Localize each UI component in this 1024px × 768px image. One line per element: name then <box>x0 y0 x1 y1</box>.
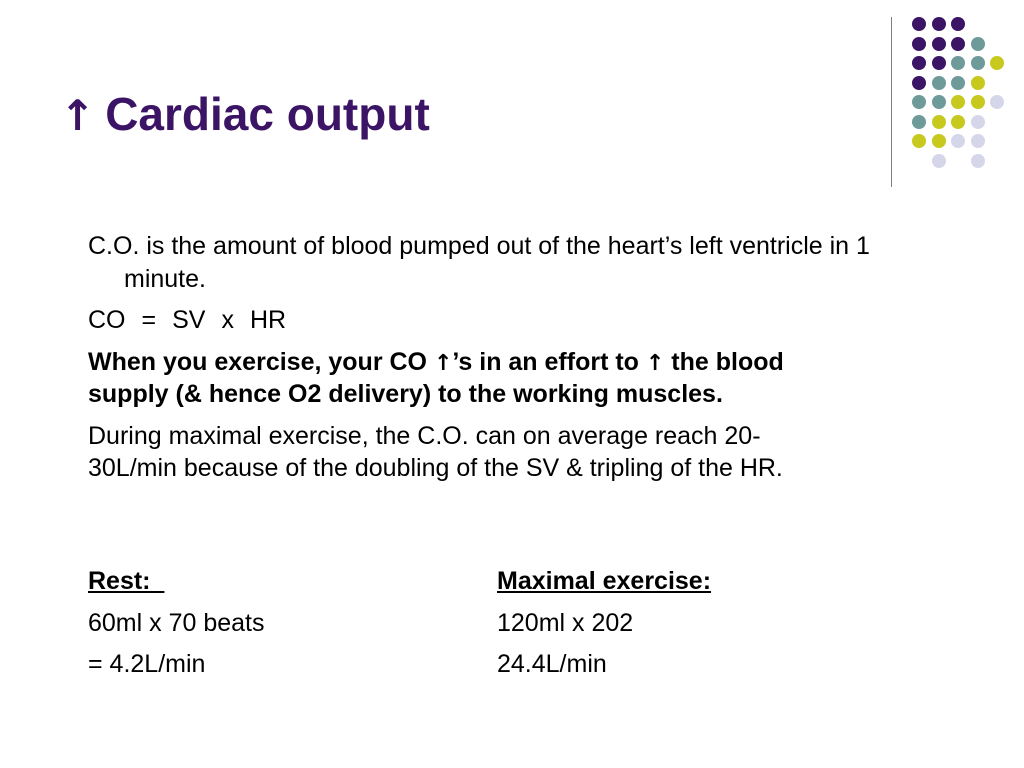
equation-co: CO <box>88 306 126 334</box>
decorative-dot <box>912 76 926 90</box>
decorative-dot <box>971 95 985 109</box>
maximal-column <box>497 565 711 690</box>
exercise-text-part1: When you exercise, your CO <box>88 347 434 376</box>
up-arrow-icon: ↑ <box>433 350 453 376</box>
decorative-dot <box>932 154 946 168</box>
decorative-dot <box>912 56 926 70</box>
decorative-dot <box>932 56 946 70</box>
decorative-dot <box>990 56 1004 70</box>
maximal-text-line1: During maximal exercise, the C.O. can on average reach 20- <box>88 421 761 450</box>
rest-result: = 4.2L/min <box>88 650 206 678</box>
equation-times: x <box>221 306 234 334</box>
exercise-text-part2: ’s in an effort to <box>452 347 646 376</box>
maximal-calculation: 120ml x 202 <box>497 608 634 637</box>
decorative-dot <box>932 37 946 51</box>
decorative-dot <box>951 56 965 70</box>
slide-body <box>88 230 948 494</box>
decorative-dot <box>912 115 926 129</box>
decorative-dot <box>951 134 965 148</box>
decorative-dot <box>912 37 926 51</box>
decorative-dot <box>932 76 946 90</box>
decorative-dot <box>912 17 926 31</box>
equation-sv: SV <box>172 306 206 334</box>
decorative-dot <box>932 134 946 148</box>
equation-hr: HR <box>249 306 287 334</box>
decorative-dot <box>990 95 1004 109</box>
rest-column <box>88 565 265 690</box>
decorative-dot <box>971 76 985 90</box>
decorative-dot <box>912 134 926 148</box>
equation-equals: = <box>141 306 157 334</box>
rest-calculation: 60ml x 70 beats <box>88 608 265 637</box>
up-arrow-icon: ↑ <box>60 91 96 140</box>
exercise-text <box>88 346 948 379</box>
decorative-dot <box>932 95 946 109</box>
slide-title-text: Cardiac output <box>105 88 430 140</box>
vertical-divider <box>891 17 892 187</box>
decorative-dot <box>971 154 985 168</box>
decorative-dot <box>951 37 965 51</box>
up-arrow-icon: ↑ <box>645 350 665 376</box>
decorative-dot <box>951 17 965 31</box>
slide-title <box>60 88 430 141</box>
equation-line <box>88 304 948 337</box>
decorative-dot <box>912 95 926 109</box>
exercise-text-part3: the blood <box>664 347 784 376</box>
exercise-text-line2: supply (& hence O2 delivery) to the working muscles. <box>88 380 723 409</box>
maximal-result: 24.4L/min <box>497 650 607 678</box>
decorative-dot <box>932 115 946 129</box>
decorative-dot <box>971 115 985 129</box>
decorative-dot <box>971 134 985 148</box>
decorative-dot <box>951 115 965 129</box>
maximal-text-line2: 30L/min because of the doubling of the SV & tripling of the HR. <box>88 454 783 483</box>
decorative-dot <box>951 76 965 90</box>
decorative-dot <box>971 37 985 51</box>
decorative-dot <box>932 17 946 31</box>
maximal-heading: Maximal exercise: <box>497 567 712 595</box>
decorative-dot <box>951 95 965 109</box>
definition-text: C.O. is the amount of blood pumped out of the heart’s left ventricle in 1 minute. <box>88 232 870 293</box>
decorative-dot <box>971 56 985 70</box>
rest-heading: Rest: <box>88 567 165 595</box>
